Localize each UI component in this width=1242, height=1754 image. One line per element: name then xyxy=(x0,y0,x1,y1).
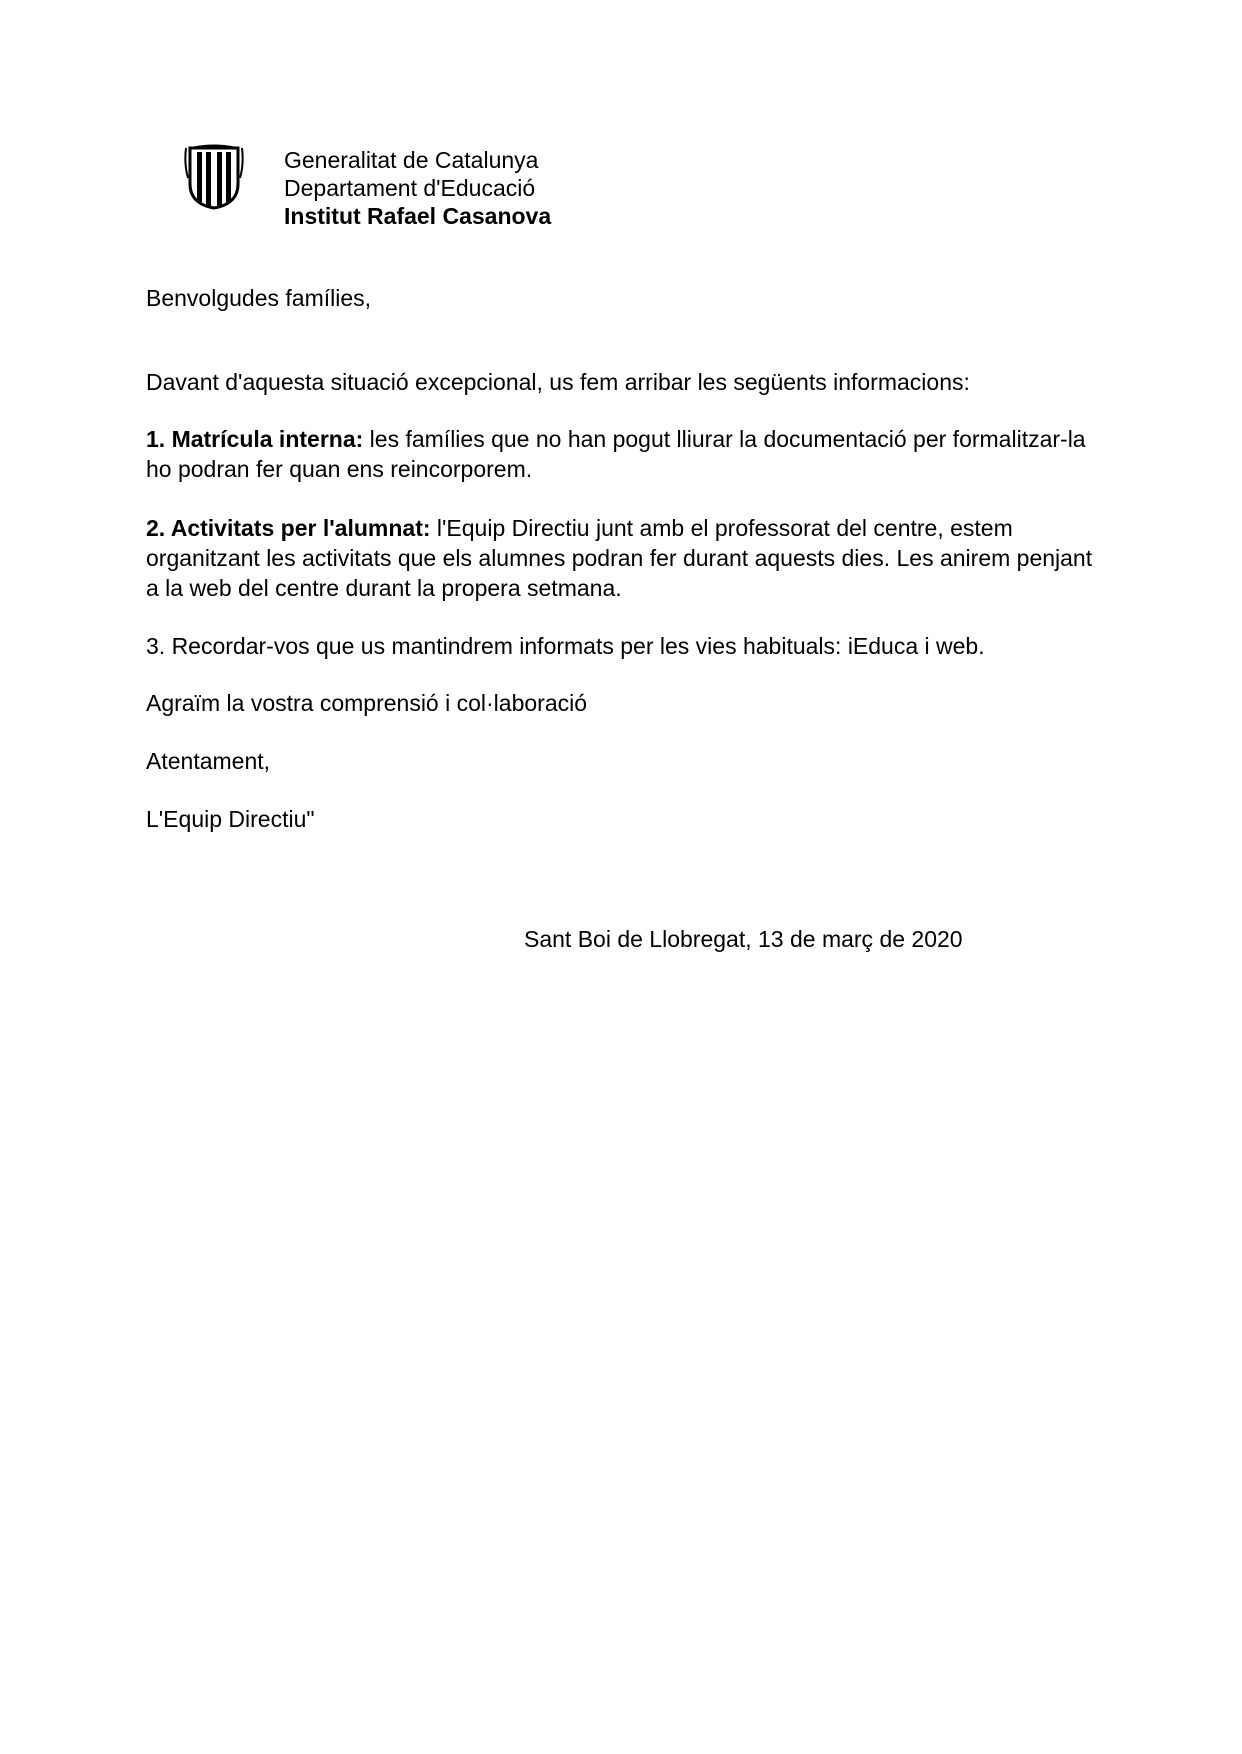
place-date: Sant Boi de Llobregat, 13 de març de 2020 xyxy=(524,926,963,952)
thanks-line: Agraïm la vostra comprensió i col·laboració xyxy=(146,690,588,716)
letterhead-department: Departament d'Educació xyxy=(284,175,536,201)
letterhead-school: Institut Rafael Casanova xyxy=(284,203,552,229)
letterhead-government: Generalitat de Catalunya xyxy=(284,147,539,173)
closing-line: Atentament, xyxy=(146,748,271,774)
item-1-title: 1. Matrícula interna: xyxy=(146,426,364,452)
signature: L'Equip Directiu" xyxy=(146,806,315,832)
intro-paragraph: Davant d'aquesta situació excepcional, us fem arribar les següents informacions: xyxy=(146,369,970,395)
item-1-text: les famílies que no han pogut lliurar la documentació per formalitzar-la ho podran fer quan ens reincorporem. xyxy=(146,426,1086,482)
item-3: 3. Recordar-vos que us mantindrem informats per les vies habituals: iEduca i web. xyxy=(146,633,985,659)
letterhead xyxy=(284,146,551,230)
generalitat-emblem-icon xyxy=(184,144,244,210)
item-1 xyxy=(146,424,1106,484)
item-2 xyxy=(146,513,1106,603)
item-2-title: 2. Activitats per l'alumnat: xyxy=(146,515,431,541)
item-2-text: l'Equip Directiu junt amb el professorat del centre, estem organitzant les activitats que els alumnes podran fer durant aquests dies. Les anirem penjant a la web del centre durant la propera setmana. xyxy=(146,515,1093,601)
greeting: Benvolgudes famílies, xyxy=(146,285,372,311)
